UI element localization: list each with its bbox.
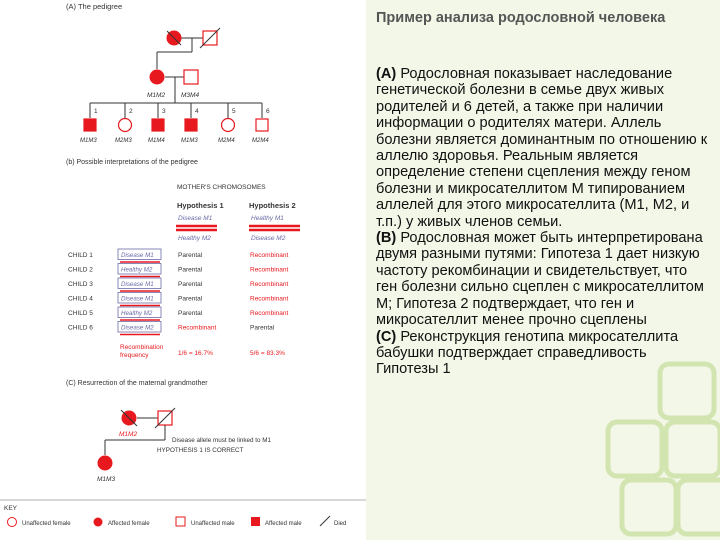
child-genotype: M1M4 (148, 138, 165, 144)
child-number: 1 (94, 108, 98, 115)
key-item: Unaffected male (191, 521, 235, 527)
slide-body (376, 66, 711, 378)
recomb-freq-h1: 1/6 = 16.7% (178, 350, 213, 357)
hypothesis-2-header: Hypothesis 2 (249, 201, 296, 210)
child-row-label: CHILD 6 (68, 324, 93, 332)
hyp2-result: Recombinant (250, 281, 289, 288)
paragraph-b (376, 230, 711, 328)
affected-male-symbol (84, 119, 96, 131)
conclusion-line-1: Disease allele must be linked to M1 (172, 437, 272, 444)
child-genotype: M1M3 (181, 138, 198, 144)
affected-male-symbol (152, 119, 164, 131)
grandmother-genotype: M1M2 (119, 431, 138, 438)
child-row-label: CHILD 3 (68, 281, 93, 288)
recombination-label: Recombination (120, 344, 164, 351)
allele-label: Healthy M2 (121, 266, 153, 274)
paragraph-label: (В) (376, 230, 397, 247)
hyp2-result: Recombinant (250, 252, 289, 259)
affected-female-icon (94, 518, 103, 527)
allele-label: Disease M1 (121, 295, 154, 303)
hyp2-result: Recombinant (250, 310, 289, 317)
paragraph-label: (С) (376, 328, 397, 345)
hyp1-result: Parental (178, 252, 203, 259)
father-symbol (184, 70, 198, 84)
hyp1-result: Parental (178, 281, 203, 288)
paragraph-a (376, 66, 711, 230)
allele-label: Disease M1 (121, 281, 154, 288)
child-number: 6 (266, 108, 270, 115)
mothers-chromosomes-label: MOTHER'S CHROMOSOMES (177, 184, 266, 191)
slide-text-panel (366, 0, 720, 540)
hyp1-result: Recombinant (178, 324, 217, 332)
affected-male-symbol (185, 119, 197, 131)
allele-label: Disease M2 (121, 324, 154, 332)
hyp2-bottom-allele: Disease M2 (251, 235, 286, 242)
panel-b-title: (b) Possible interpretations of the pedigree (66, 159, 198, 166)
unaffected-female-symbol (119, 119, 132, 132)
child-row-label: CHILD 2 (68, 266, 93, 274)
panel-c-title: (C) Resurrection of the maternal grandmother (66, 380, 208, 387)
affected-male-icon (251, 517, 260, 526)
father-genotype: M3M4 (181, 92, 200, 99)
child-row-label: CHILD 1 (68, 252, 93, 259)
child-number: 2 (129, 108, 133, 115)
mother-genotype: M1M2 (147, 92, 166, 99)
child-genotype: M1M3 (80, 138, 97, 144)
paragraph-label: (A) (376, 66, 397, 82)
frequency-label: frequency (120, 352, 149, 359)
child-number: 4 (195, 108, 199, 115)
hyp1-top-allele: Disease M1 (178, 215, 213, 222)
child-row-label: CHILD 5 (68, 310, 93, 317)
panel-a-title: (A) The pedigree (66, 2, 123, 11)
child-number: 3 (162, 108, 166, 115)
hyp1-result: Parental (178, 295, 203, 303)
key-item: Died (334, 521, 347, 527)
decorative-squares (600, 360, 720, 540)
paragraph-c (376, 329, 711, 378)
hyp1-bottom-allele: Healthy M2 (178, 235, 211, 242)
key-title: KEY (4, 505, 18, 512)
hyp1-result: Parental (178, 266, 203, 274)
child-number: 5 (232, 108, 236, 115)
allele-label: Disease M1 (121, 252, 154, 259)
child-genotype: M2M3 (115, 138, 132, 144)
allele-label: Healthy M2 (121, 310, 153, 317)
slide-title: Пример анализа родословной человека (376, 10, 666, 26)
paragraph-text: Родословная может быть интерпретирована двумя разными путями: Гипотеза 1 дает низкую частоту рекомбинации и свидетельствует, что ген болезни сильно сцеплен с микросателлитом М; Гипотеза 2 подтверждает, что ген и микросателлит менее прочно сцеплены (376, 230, 704, 329)
hypothesis-1-header: Hypothesis 1 (177, 201, 224, 210)
hyp2-result: Parental (250, 324, 275, 332)
hyp2-result: Recombinant (250, 295, 289, 303)
mother-symbol (150, 70, 165, 85)
paragraph-text: Реконструкция генотипа микросателлита бабушки подтверждает справедливость Гипотезы 1 (376, 328, 679, 378)
hyp1-result: Parental (178, 310, 203, 317)
key-item: Affected male (265, 521, 302, 527)
paragraph-text: Родословная показывает наследование генетической болезни в семье двух живых родителей и 6 детей, а также при наличии информации о родителях матери. Аллель болезни является доминантным по отношению к аллелю здоровья. Реальным является определение степени сцепления между геном болезни и микросателлитом М типированием аллелей для этого микросателлита (M1, M2, и т.п.) у живых членов семьи. (376, 66, 708, 230)
unaffected-male-icon (176, 517, 185, 526)
mother-genotype-c: M1M3 (97, 476, 116, 483)
hyp2-result: Recombinant (250, 266, 289, 274)
key-item: Unaffected female (22, 521, 71, 527)
child-row-label: CHILD 4 (68, 295, 93, 303)
key-item: Affected female (108, 521, 150, 527)
hyp2-top-allele: Healthy M1 (251, 215, 284, 222)
conclusion-line-2: HYPOTHESIS 1 IS CORRECT (157, 447, 244, 454)
recomb-freq-h2: 5/6 = 83.3% (250, 350, 285, 357)
unaffected-female-icon (8, 518, 17, 527)
mother-symbol (98, 456, 113, 471)
unaffected-female-symbol (222, 119, 235, 132)
child-genotype: M2M4 (252, 138, 269, 144)
unaffected-male-symbol (256, 119, 268, 131)
child-genotype: M2M4 (218, 138, 235, 144)
